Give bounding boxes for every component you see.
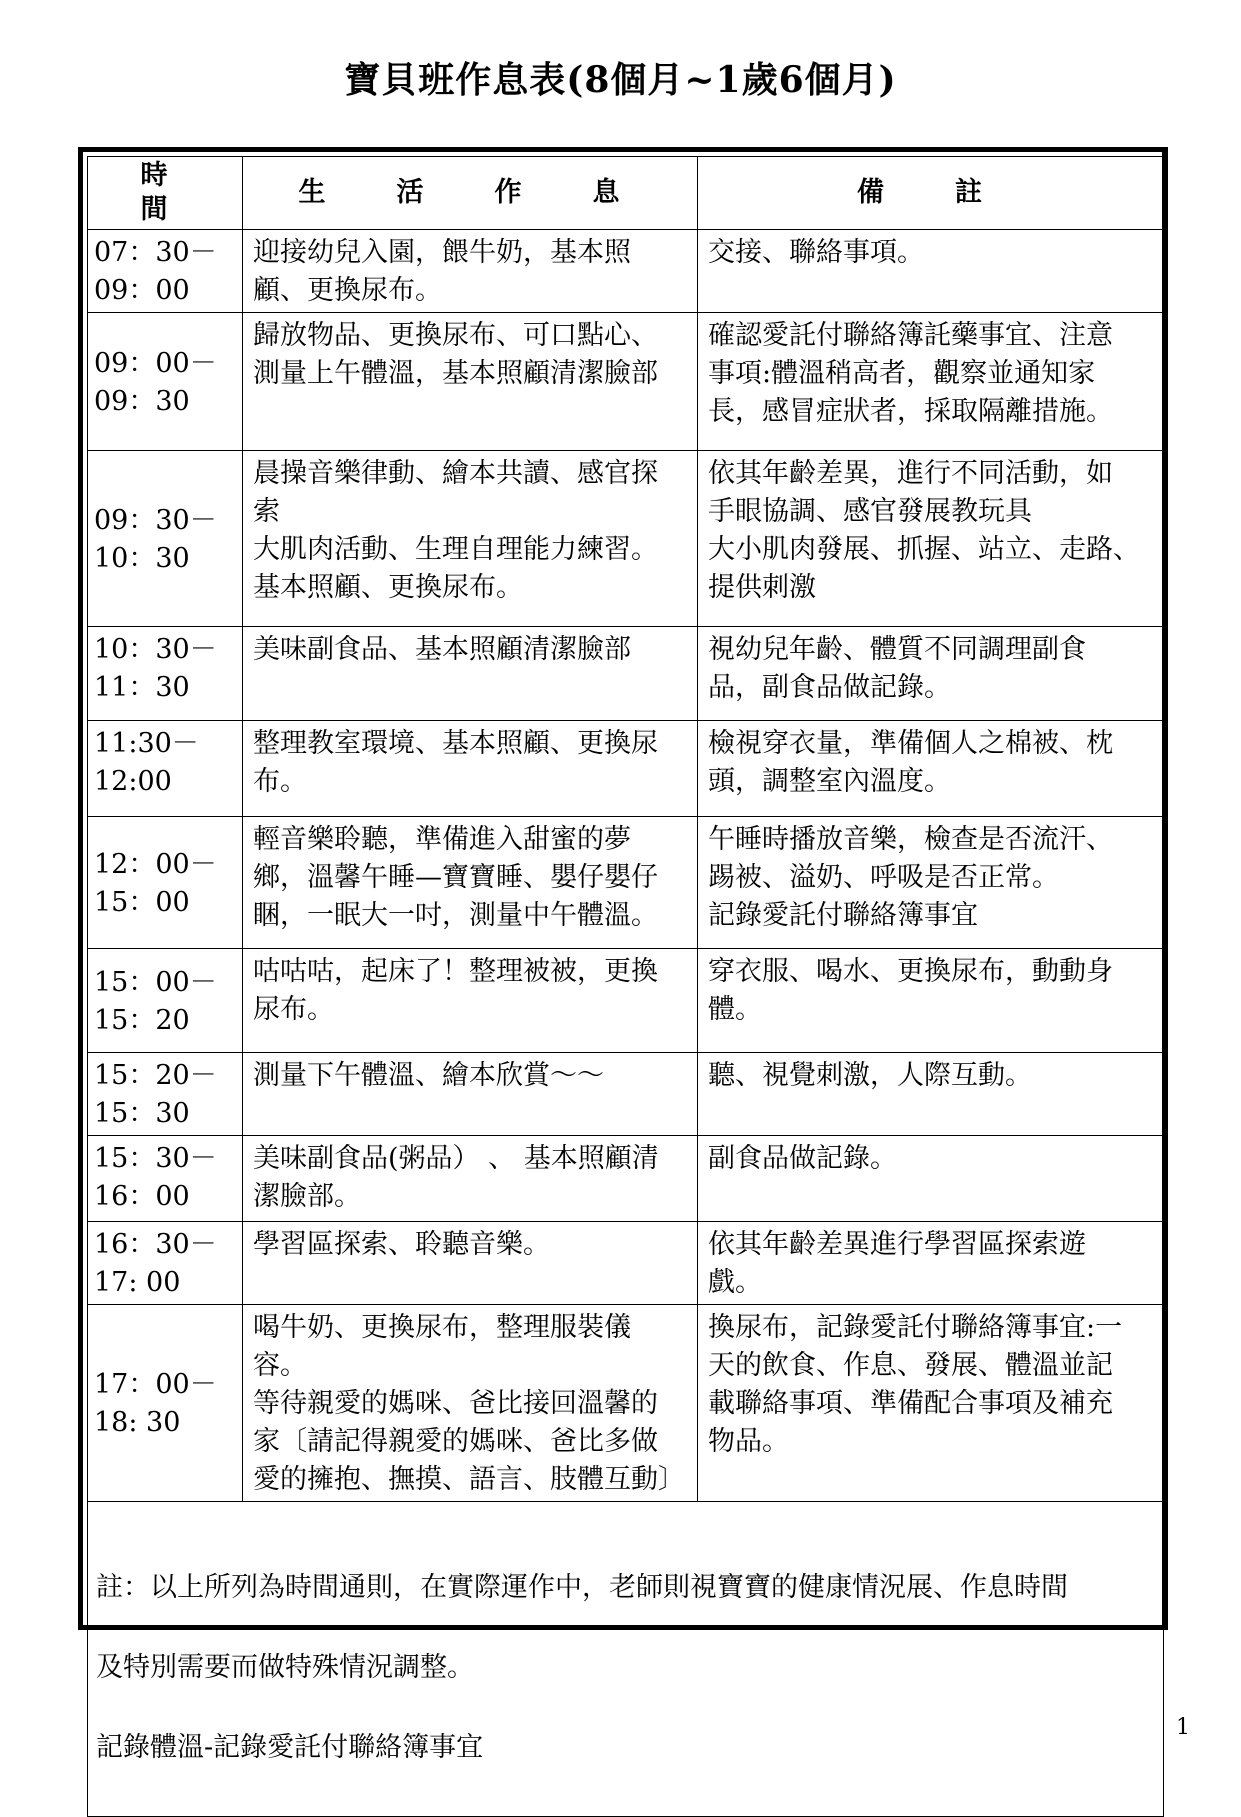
activity-cell: 喝牛奶、更換尿布，整理服裝儀 容。 等待親愛的媽咪、爸比接回溫馨的 家〔請記得親愛的媽咪、爸比多做 愛的擁抱、撫摸、語言、肢體互動〕 (243, 1305, 698, 1502)
time-cell: 11:30－ 12:00 (88, 721, 243, 817)
table-row (88, 627, 1164, 721)
activity-cell: 歸放物品、更換尿布、可口點心、 測量上午體溫，基本照顧清潔臉部 (243, 313, 698, 451)
document-title: 寶貝班作息表(8個月~1歲6個月) (344, 59, 897, 101)
table-row (88, 949, 1164, 1053)
note-cell (88, 1502, 1164, 1817)
activity-cell: 晨操音樂律動、繪本共讀、感官探 索 大肌肉活動、生理自理能力練習。 基本照顧、更換尿布。 (243, 451, 698, 627)
remarks-cell: 換尿布，記錄愛託付聯絡簿事宜:一 天的飲食、作息、發展、體溫並記 載聯絡事項、準備配合事項及補充 物品。 (698, 1305, 1164, 1502)
remarks-cell: 依其年齡差異，進行不同活動，如 手眼協調、感官發展教玩具 大小肌肉發展、抓握、站立、走路、 提供刺激 (698, 451, 1164, 627)
time-cell: 10：30－ 11：30 (88, 627, 243, 721)
time-cell: 09：00－ 09：30 (88, 313, 243, 451)
time-cell: 15：00－ 15：20 (88, 949, 243, 1053)
header-remarks: 備 註 (698, 157, 1164, 230)
time-cell: 07：30－ 09：00 (88, 230, 243, 313)
header-time: 時 間 (88, 157, 243, 230)
remarks-cell: 穿衣服、喝水、更換尿布，動動身 體。 (698, 949, 1164, 1053)
page-number: 1 (1176, 1715, 1190, 1740)
note-line-1: 註：以上所列為時間通則，在實際運作中，老師則視寶寶的健康情況展、作息時間 (96, 1572, 1068, 1603)
table-row (88, 313, 1164, 451)
activity-cell: 測量下午體溫、繪本欣賞～～ (243, 1053, 698, 1136)
schedule-frame (78, 147, 1168, 1763)
remarks-cell: 檢視穿衣量，準備個人之棉被、枕 頭，調整室內溫度。 (698, 721, 1164, 817)
activity-cell: 咕咕咕，起床了！整理被被，更換 尿布。 (243, 949, 698, 1053)
remarks-cell: 午睡時播放音樂，檢查是否流汗、 踢被、溢奶、呼吸是否正常。 記錄愛託付聯絡簿事宜 (698, 817, 1164, 949)
header-activity: 生 活 作 息 (243, 157, 698, 230)
activity-cell: 迎接幼兒入園，餵牛奶，基本照 顧、更換尿布。 (243, 230, 698, 313)
remarks-cell: 聽、視覺刺激，人際互動。 (698, 1053, 1164, 1136)
activity-cell: 輕音樂聆聽，準備進入甜蜜的夢 鄉，溫馨午睡—寶寶睡、嬰仔嬰仔 睏，一眠大一吋，測量中午體溫。 (243, 817, 698, 949)
time-cell: 15：30－ 16：00 (88, 1136, 243, 1222)
note-line-2: 及特別需要而做特殊情況調整。 (96, 1652, 474, 1683)
remarks-cell: 確認愛託付聯絡簿託藥事宜、注意 事項:體溫稍高者，觀察並通知家 長，感冒症狀者，採取隔離措施。 (698, 313, 1164, 451)
activity-cell: 美味副食品、基本照顧清潔臉部 (243, 627, 698, 721)
time-cell: 17：00－ 18: 30 (88, 1305, 243, 1502)
table-row (88, 1053, 1164, 1136)
table-row (88, 1305, 1164, 1502)
activity-cell: 美味副食品(粥品） 、 基本照顧清 潔臉部。 (243, 1136, 698, 1222)
note-row (88, 1502, 1164, 1817)
table-row (88, 721, 1164, 817)
activity-cell: 整理教室環境、基本照顧、更換尿 布。 (243, 721, 698, 817)
schedule-table (87, 156, 1164, 1817)
note-line-3: 記錄體溫-記錄愛託付聯絡簿事宜 (96, 1732, 484, 1763)
remarks-cell: 依其年齡差異進行學習區探索遊 戲。 (698, 1222, 1164, 1305)
table-row (88, 230, 1164, 313)
time-cell: 15：20－ 15：30 (88, 1053, 243, 1136)
table-row (88, 1136, 1164, 1222)
time-cell: 12：00－ 15：00 (88, 817, 243, 949)
table-row (88, 451, 1164, 627)
time-cell: 16：30－ 17: 00 (88, 1222, 243, 1305)
table-row (88, 1222, 1164, 1305)
table-header-row (88, 157, 1164, 230)
time-cell: 09：30－ 10：30 (88, 451, 243, 627)
remarks-cell: 副食品做記錄。 (698, 1136, 1164, 1222)
activity-cell: 學習區探索、聆聽音樂。 (243, 1222, 698, 1305)
table-row (88, 817, 1164, 949)
remarks-cell: 視幼兒年齡、體質不同調理副食 品，副食品做記錄。 (698, 627, 1164, 721)
remarks-cell: 交接、聯絡事項。 (698, 230, 1164, 313)
